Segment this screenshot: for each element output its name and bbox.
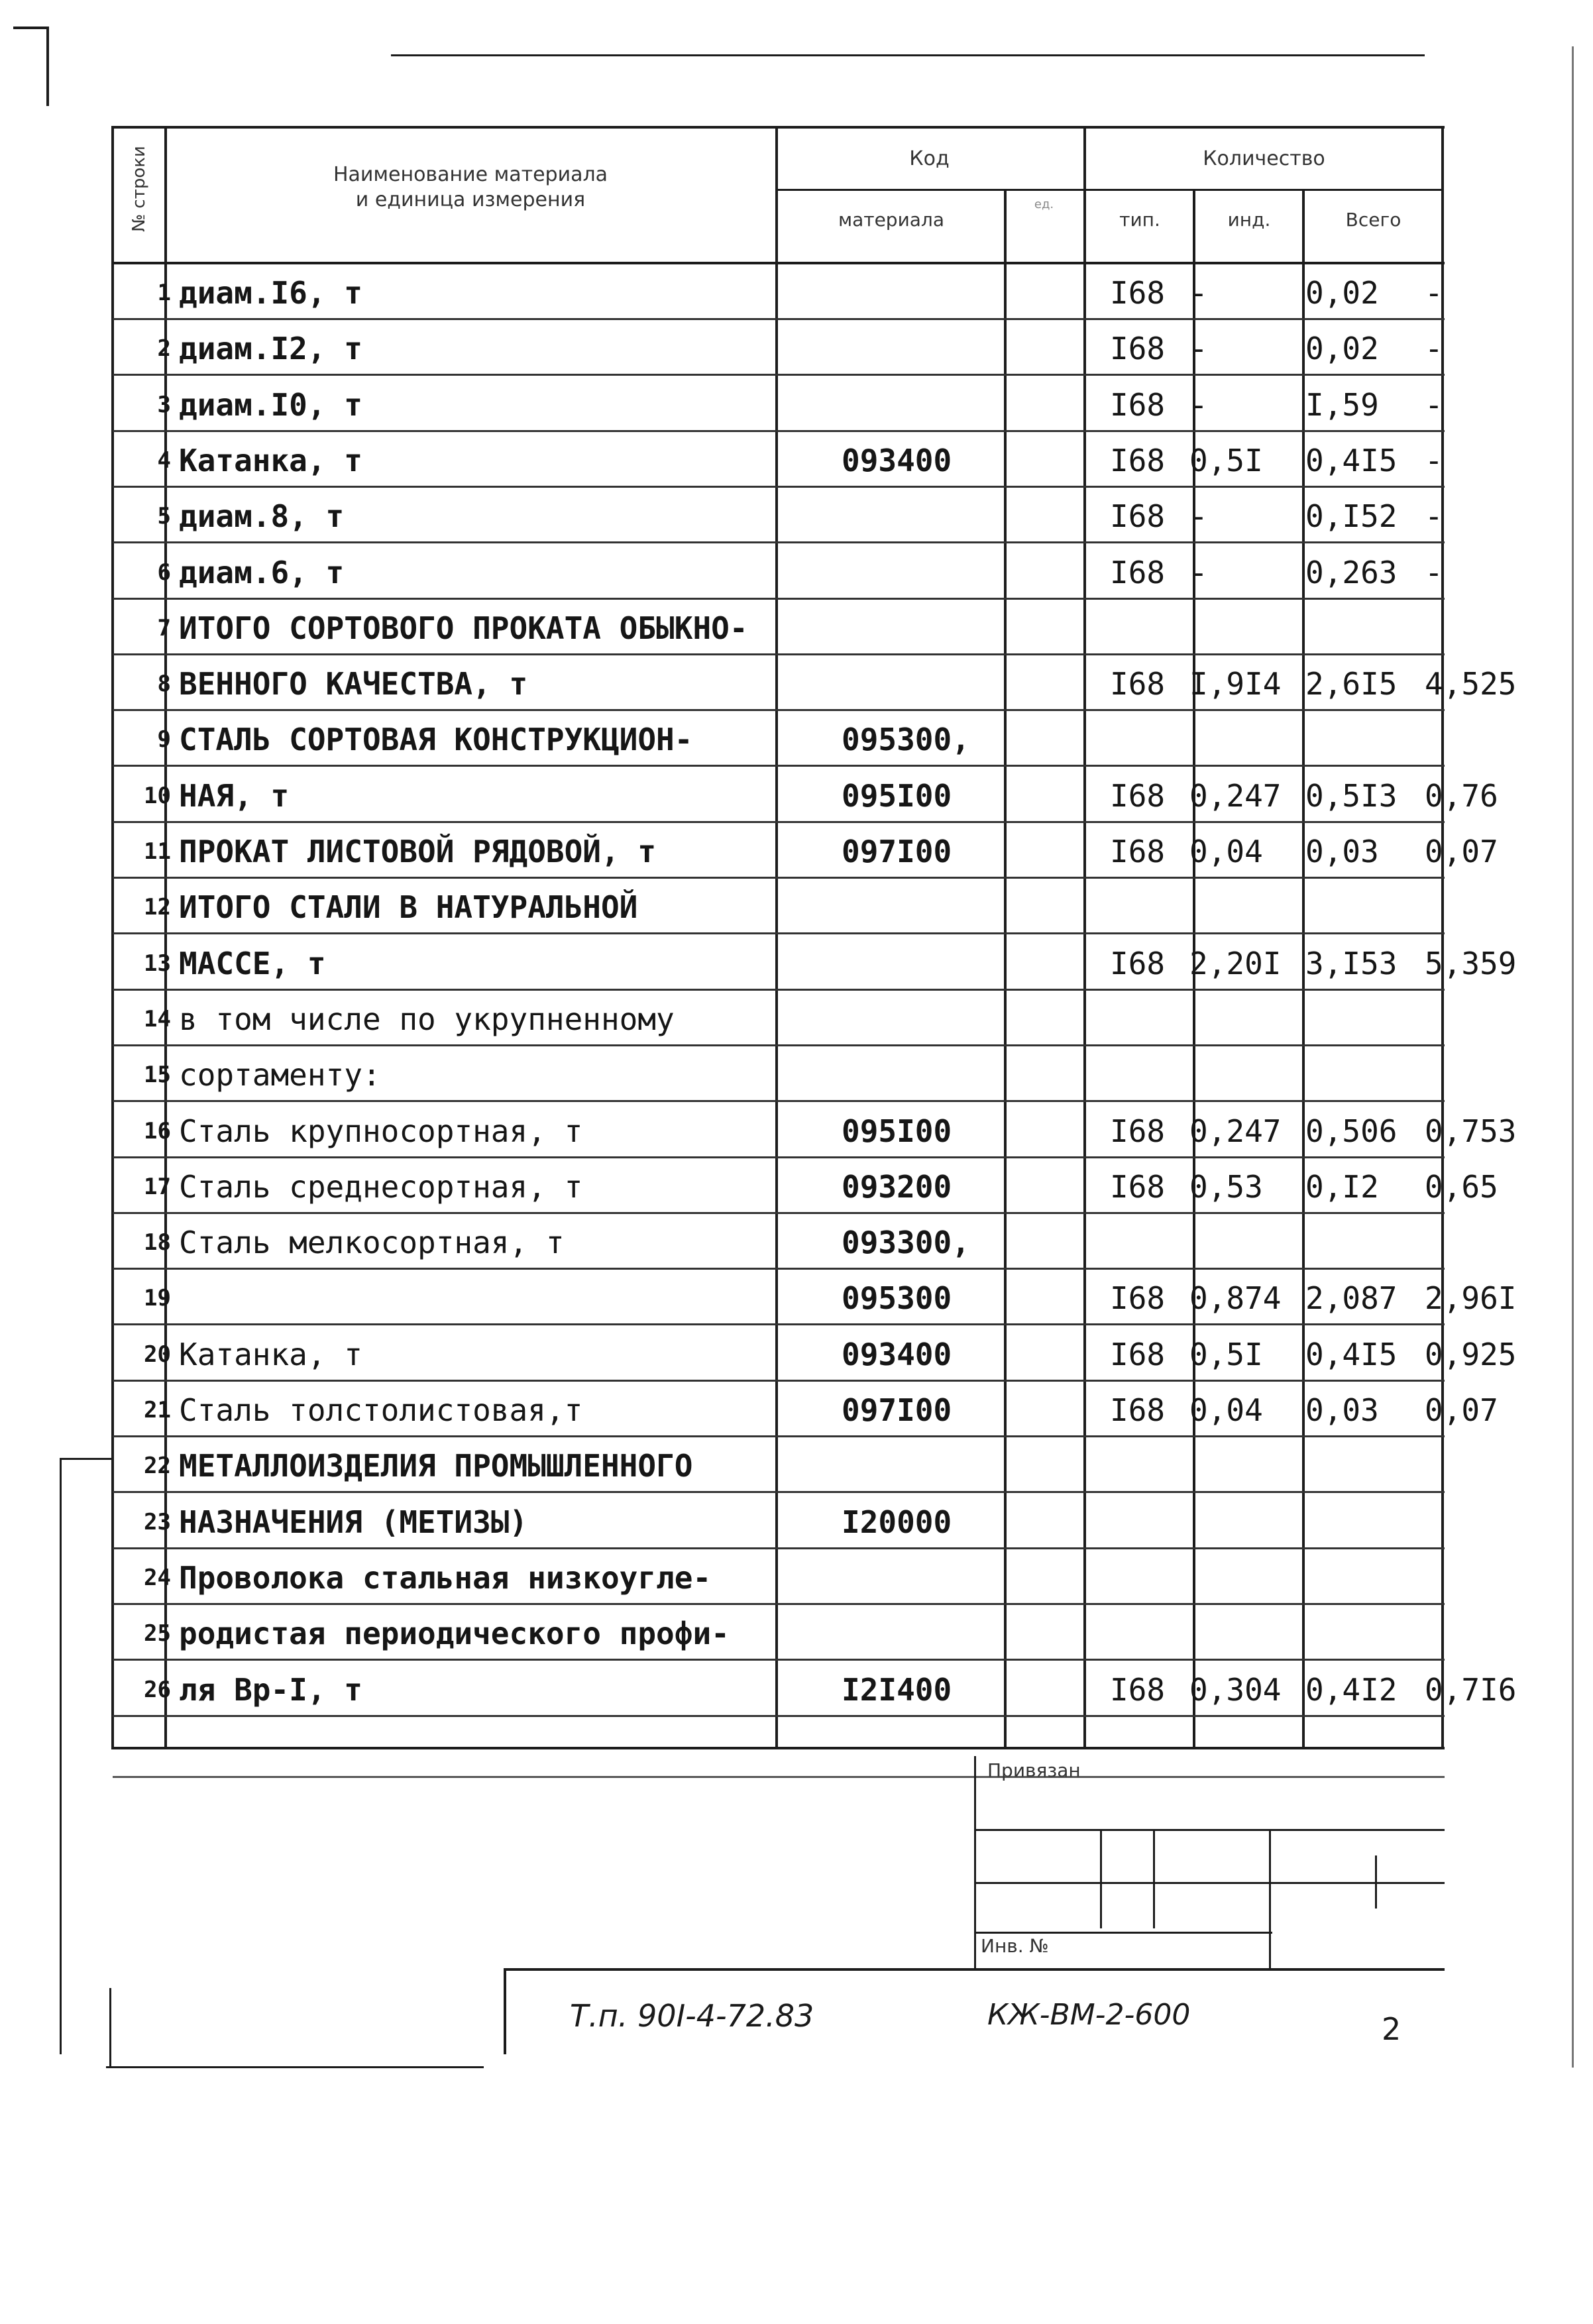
row-separator	[113, 709, 1445, 711]
titleblock-top-line	[504, 1968, 1445, 1971]
qty-typ: 0,04	[1189, 1392, 1263, 1428]
stamp-col-4	[1375, 1855, 1377, 1909]
row-number: 24	[144, 1564, 171, 1591]
table-row	[106, 545, 1445, 600]
table-row	[106, 321, 1445, 376]
material-name: сортаменту:	[179, 1057, 381, 1093]
qty-total	[1305, 1438, 1557, 1494]
row-separator	[113, 318, 1445, 320]
table-row	[106, 936, 1517, 991]
qty-total: 0,07	[1425, 834, 1498, 869]
qty-ind: 0,506	[1305, 1113, 1398, 1149]
table-row	[106, 824, 1498, 879]
unit-code: I68	[1110, 834, 1166, 869]
row-number: 9	[157, 726, 171, 753]
qty-total: 0,65	[1425, 1168, 1498, 1205]
unit-code: I68	[1110, 1671, 1166, 1708]
qty-total: 0,7I6	[1425, 1671, 1517, 1708]
table-row	[106, 1159, 1498, 1215]
qty-typ: 2,20I	[1189, 945, 1282, 981]
row-separator	[113, 1044, 1445, 1046]
qty-total	[1305, 600, 1557, 656]
row-number: 3	[157, 391, 171, 418]
titleblock-bottom-line	[106, 2066, 484, 2068]
row-separator	[113, 877, 1445, 879]
row-number: 17	[144, 1173, 171, 1200]
row-separator	[113, 1603, 1445, 1605]
row-separator	[113, 1156, 1445, 1158]
stamp-col-2	[1153, 1829, 1155, 1928]
material-name: ВЕННОГО КАЧЕСТВА, т	[179, 666, 528, 702]
qty-ind: 0,I2	[1305, 1168, 1379, 1205]
table-row	[106, 1606, 1445, 1661]
qty-ind: 2,6I5	[1305, 666, 1398, 702]
table-row	[106, 377, 1445, 433]
qty-typ: 0,5I	[1189, 1336, 1263, 1372]
qty-typ: 0,53	[1189, 1168, 1263, 1205]
unit-code: I68	[1110, 945, 1166, 981]
code-subheader-line	[775, 189, 1441, 191]
stamp-top-line	[113, 1776, 1445, 1778]
stamp-privyazan: Привязан	[987, 1759, 1081, 1781]
material-code: I20000	[842, 1504, 952, 1540]
binding-inner-line	[109, 1988, 111, 2068]
material-name: в том числе по укрупненному	[179, 1001, 675, 1037]
qty-ind: I,59	[1305, 386, 1379, 423]
table-row	[106, 1382, 1498, 1438]
material-name: ПРОКАТ ЛИСТОВОЙ РЯДОВОЙ, т	[179, 834, 657, 869]
row-separator	[113, 1491, 1445, 1493]
qty-typ: -	[1189, 331, 1208, 367]
unit-code: I68	[1110, 1113, 1166, 1149]
row-separator	[113, 1435, 1445, 1437]
row-number: 10	[144, 782, 171, 809]
row-separator	[113, 765, 1445, 767]
material-name: диам.6, т	[179, 554, 345, 590]
row-number: 7	[157, 614, 171, 641]
table-row	[106, 656, 1517, 712]
unit-code: I68	[1110, 1336, 1166, 1372]
qty-typ: 0,874	[1189, 1280, 1282, 1317]
header-name-line1: Наименование материала	[333, 163, 608, 186]
row-number: 16	[144, 1117, 171, 1144]
material-name: Катанка, т	[179, 442, 362, 478]
row-number: 13	[144, 950, 171, 977]
row-number: 20	[144, 1341, 171, 1368]
material-name: диам.I6, т	[179, 275, 362, 311]
qty-total: 0,925	[1425, 1336, 1517, 1372]
qty-typ: I,9I4	[1189, 666, 1282, 702]
qty-ind: 0,03	[1305, 1392, 1379, 1428]
row-separator	[113, 1659, 1445, 1661]
stamp-col-3	[1269, 1829, 1271, 1968]
qty-total: 0,76	[1425, 777, 1498, 814]
qty-typ: 0,247	[1189, 1113, 1282, 1149]
qty-typ: 0,304	[1189, 1671, 1282, 1708]
row-number: 26	[144, 1676, 171, 1703]
material-name: диам.I2, т	[179, 331, 362, 367]
frame-right-edge	[1572, 46, 1574, 2068]
row-separator	[113, 486, 1445, 488]
unit-code: I68	[1110, 1280, 1166, 1317]
unit-code: I68	[1110, 498, 1166, 535]
page-number: 2	[1382, 2011, 1401, 2047]
material-code: 097I00	[842, 834, 952, 869]
material-name: МЕТАЛЛОИЗДЕЛИЯ ПРОМЫШЛЕННОГО	[179, 1448, 693, 1484]
titleblock-left-line	[504, 1968, 506, 2054]
sheet-code: КЖ-ВМ-2-600	[987, 1998, 1191, 2032]
qty-typ: -	[1189, 386, 1208, 423]
qty-total: -	[1425, 386, 1443, 423]
row-separator	[113, 1380, 1445, 1382]
header-total: Всего	[1345, 209, 1401, 231]
row-separator	[113, 1268, 1445, 1270]
table-row	[106, 768, 1498, 824]
material-name: ИТОГО СОРТОВОГО ПРОКАТА ОБЫКНО-	[179, 610, 748, 646]
unit-code: I68	[1110, 386, 1166, 423]
unit-code: I68	[1110, 554, 1166, 590]
qty-ind: 0,4I5	[1305, 1336, 1398, 1372]
row-number: 19	[144, 1285, 171, 1312]
stamp-line-3	[974, 1932, 1272, 1934]
material-name	[179, 1270, 875, 1326]
qty-total: -	[1425, 275, 1443, 311]
table-row	[106, 1270, 1517, 1326]
row-number: 14	[144, 1005, 171, 1032]
material-code: 095300,	[842, 722, 970, 758]
header-row-number-label: № строки	[129, 146, 149, 232]
qty-total	[1305, 712, 1557, 767]
qty-ind: 0,4I2	[1305, 1671, 1398, 1708]
material-code: 093400	[842, 442, 952, 478]
row-separator	[113, 1100, 1445, 1102]
table-row	[106, 1327, 1517, 1382]
unit-code: I68	[1110, 1168, 1166, 1205]
row-number: 15	[144, 1062, 171, 1089]
stamp-line-2	[974, 1882, 1445, 1884]
row-number: 4	[157, 447, 171, 474]
table-row	[106, 488, 1445, 544]
material-name: ИТОГО СТАЛИ В НАТУРАЛЬНОЙ	[179, 889, 638, 926]
row-number: 18	[144, 1229, 171, 1256]
qty-total: 5,359	[1425, 945, 1517, 981]
qty-ind: 0,5I3	[1305, 777, 1398, 814]
row-number: 25	[144, 1620, 171, 1647]
header-name	[172, 162, 769, 213]
qty-total	[1305, 1215, 1557, 1270]
header-material: материала	[838, 209, 944, 231]
row-separator	[113, 1323, 1445, 1325]
unit-code: I68	[1110, 442, 1166, 478]
qty-total: 4,525	[1425, 666, 1517, 702]
row-separator	[113, 821, 1445, 823]
qty-total: -	[1425, 331, 1443, 367]
unit-code: I68	[1110, 331, 1166, 367]
binding-top-tick	[60, 1458, 113, 1460]
table-row	[106, 1215, 1445, 1270]
qty-typ: -	[1189, 498, 1208, 535]
header-unit: ед.	[1034, 197, 1054, 211]
stamp-left-line	[974, 1756, 976, 1968]
header-quantity: Количество	[1203, 147, 1325, 170]
qty-typ: 0,247	[1189, 777, 1282, 814]
table-row	[106, 712, 1445, 767]
material-name: Сталь крупносортная, т	[179, 1113, 583, 1149]
row-number: 22	[144, 1453, 171, 1480]
table-row	[106, 1103, 1517, 1159]
qty-ind: 0,03	[1305, 834, 1379, 869]
material-code: 093300,	[842, 1225, 970, 1261]
qty-total	[1305, 1494, 1557, 1550]
material-code: 097I00	[842, 1392, 952, 1428]
qty-total	[1305, 1047, 1557, 1103]
binding-left-line	[60, 1458, 62, 2054]
row-separator	[113, 430, 1445, 432]
qty-total: 0,753	[1425, 1113, 1517, 1149]
material-name: диам.I0, т	[179, 386, 362, 423]
table-row	[106, 1550, 1445, 1606]
table-row	[106, 433, 1445, 488]
material-name: Сталь толстолистовая,т	[179, 1392, 583, 1428]
stamp-col-1	[1100, 1829, 1102, 1928]
table-row	[106, 991, 1445, 1047]
row-number: 23	[144, 1508, 171, 1535]
row-number: 6	[157, 559, 171, 586]
header-row-number	[113, 133, 166, 252]
unit-code: I68	[1110, 1392, 1166, 1428]
table-row	[106, 265, 1445, 321]
unit-code: I68	[1110, 777, 1166, 814]
qty-total: -	[1425, 442, 1443, 478]
material-code: 095300	[842, 1280, 952, 1317]
stamp-line-1	[974, 1829, 1445, 1831]
table-row	[106, 1047, 1445, 1103]
row-separator	[113, 598, 1445, 600]
table-row	[106, 1438, 1445, 1494]
header-code: Код	[909, 147, 950, 170]
stamp-inv-no: Инв. №	[981, 1935, 1049, 1957]
material-name: родистая периодического профи-	[179, 1616, 730, 1652]
qty-total: -	[1425, 554, 1443, 590]
header-typ: тип.	[1119, 209, 1160, 231]
material-name: ля Вр-I, т	[179, 1671, 362, 1708]
header-name-line2: и единица измерения	[355, 188, 586, 211]
qty-total	[1305, 1606, 1557, 1661]
row-separator	[113, 989, 1445, 991]
row-separator	[113, 541, 1445, 543]
table-row	[106, 879, 1445, 935]
material-code: 093200	[842, 1168, 952, 1205]
table-bottom-border	[113, 1747, 1445, 1749]
qty-ind: 0,02	[1305, 275, 1379, 311]
qty-ind: 0,02	[1305, 331, 1379, 367]
frame-top-line	[391, 54, 1425, 56]
qty-ind: 0,I52	[1305, 498, 1398, 535]
material-name: диам.8, т	[179, 498, 345, 535]
qty-total: -	[1425, 498, 1443, 535]
material-code: 095I00	[842, 1113, 952, 1149]
frame-left-mark	[46, 27, 49, 106]
row-number: 11	[144, 838, 171, 865]
material-name: Сталь мелкосортная, т	[179, 1225, 565, 1261]
material-name: Катанка, т	[179, 1336, 362, 1372]
qty-total	[1305, 1550, 1557, 1606]
material-name: СТАЛЬ СОРТОВАЯ КОНСТРУКЦИОН-	[179, 722, 693, 758]
table-row	[106, 1494, 1445, 1550]
row-separator	[113, 1715, 1445, 1717]
qty-typ: 0,04	[1189, 834, 1263, 869]
qty-ind: 2,087	[1305, 1280, 1398, 1317]
material-code: 095I00	[842, 777, 952, 814]
header-bottom-border	[113, 262, 1445, 264]
table-top-border	[113, 126, 1445, 129]
row-separator	[113, 374, 1445, 376]
qty-total	[1305, 879, 1557, 935]
qty-total: 2,96I	[1425, 1280, 1517, 1317]
unit-code: I68	[1110, 666, 1166, 702]
qty-total: 0,07	[1425, 1392, 1498, 1428]
row-separator	[113, 1547, 1445, 1549]
frame-left-tick	[13, 27, 49, 29]
row-separator	[113, 1212, 1445, 1214]
row-separator	[113, 653, 1445, 655]
qty-total	[1305, 991, 1557, 1047]
row-number: 12	[144, 894, 171, 921]
table-row	[106, 1662, 1517, 1718]
qty-ind: 0,263	[1305, 554, 1398, 590]
qty-typ: -	[1189, 275, 1208, 311]
row-number: 21	[144, 1397, 171, 1423]
row-number: 1	[157, 280, 171, 306]
row-number: 2	[157, 335, 171, 362]
unit-code: I68	[1110, 275, 1166, 311]
material-name: МАССЕ, т	[179, 945, 326, 981]
row-separator	[113, 932, 1445, 934]
project-code: Т.п. 90I-4-72.83	[570, 1998, 814, 2034]
material-name: НАЗНАЧЕНИЯ (МЕТИЗЫ)	[179, 1504, 528, 1540]
table-row	[106, 600, 1445, 656]
header-ind: инд.	[1227, 209, 1271, 231]
qty-ind: 0,4I5	[1305, 442, 1398, 478]
qty-typ: -	[1189, 554, 1208, 590]
material-name: Проволока стальная низкоугле-	[179, 1559, 712, 1596]
material-name: Сталь среднесортная, т	[179, 1168, 583, 1205]
material-name: НАЯ, т	[179, 777, 290, 814]
material-code: I2I400	[842, 1671, 952, 1708]
qty-typ: 0,5I	[1189, 442, 1263, 478]
qty-ind: 3,I53	[1305, 945, 1398, 981]
material-code: 093400	[842, 1336, 952, 1372]
row-number: 8	[157, 671, 171, 698]
row-number: 5	[157, 503, 171, 530]
